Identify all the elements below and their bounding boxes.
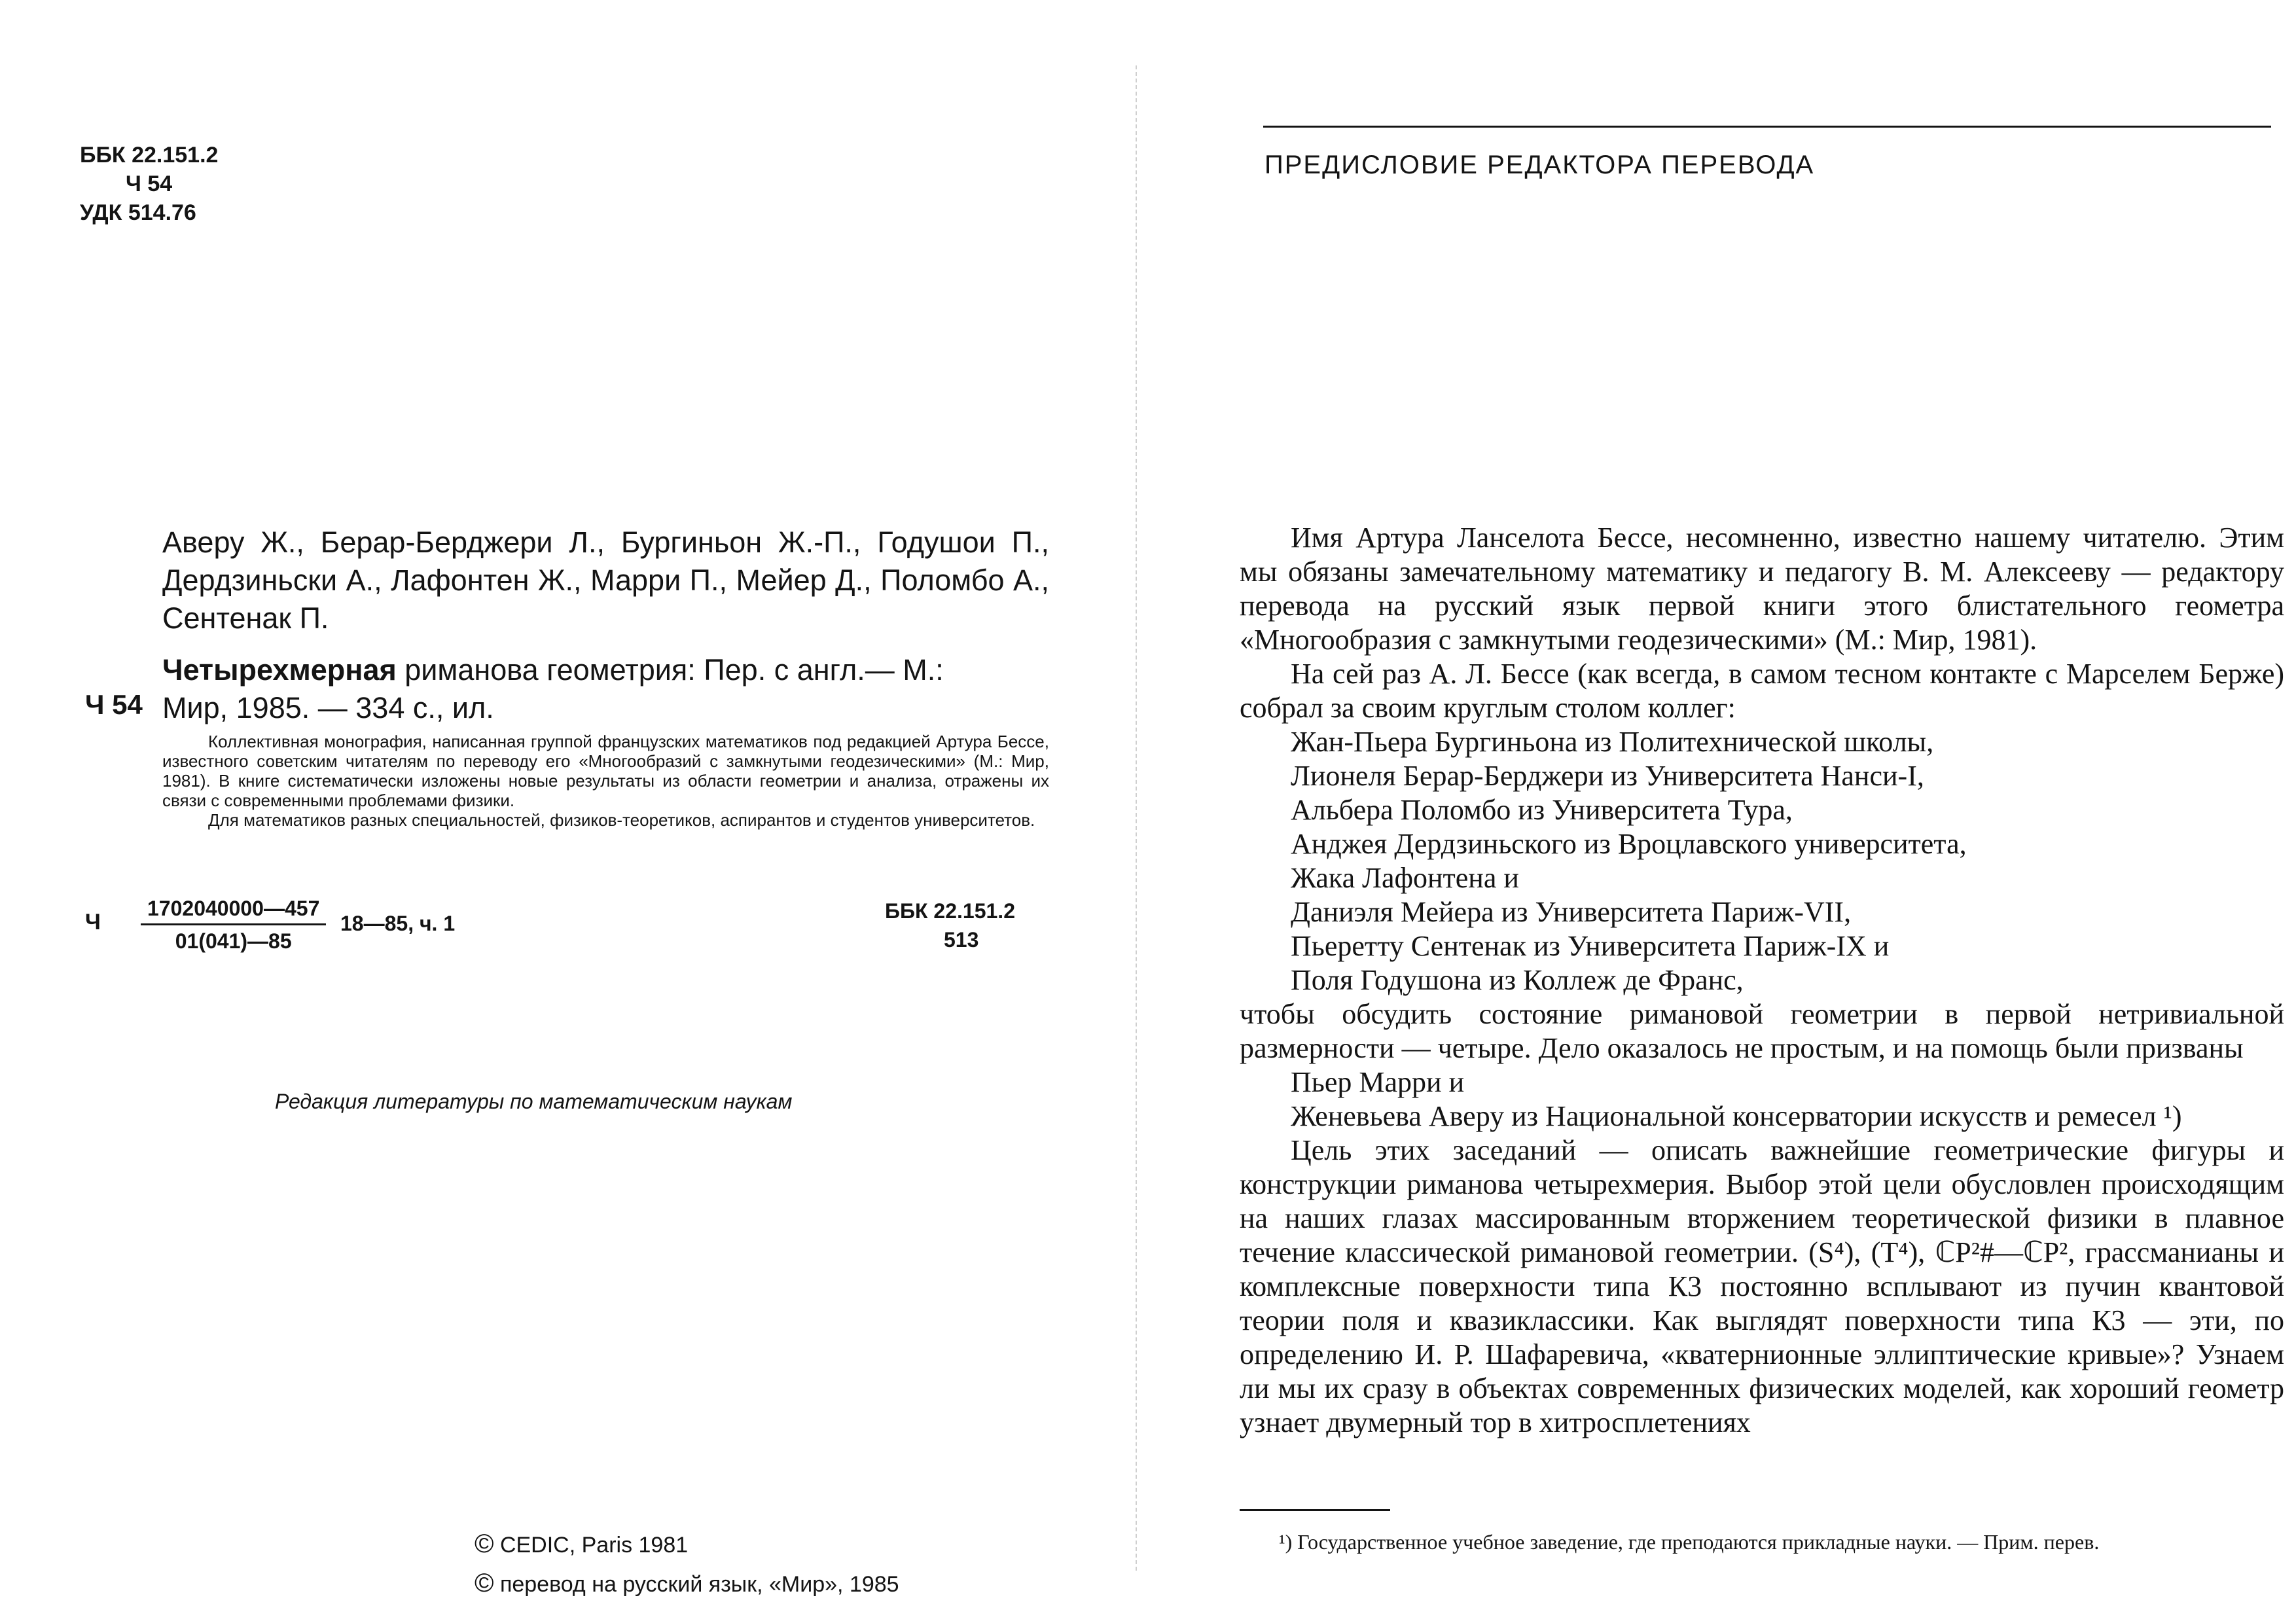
footnote: [1240, 1528, 2284, 1556]
classification-codes: [80, 141, 218, 227]
body-paragraph: На сей раз А. Л. Бессе (как всегда, в самом тесном контакте с Марселем Берже) собрал за своим круглым столом коллег:: [1240, 658, 2284, 724]
footnote-text: ¹) Государственное учебное заведение, где преподаются прикладные науки. — Прим. перев.: [1279, 1530, 2100, 1554]
catalog-middle: 18—85, ч. 1: [340, 912, 456, 935]
copyright-icon: ©: [475, 1569, 494, 1597]
catalog-ch: Ч: [85, 910, 101, 935]
copyright-line: [475, 1564, 899, 1603]
title-rest-2: Мир, 1985. — 334 с., ил.: [162, 691, 494, 724]
annotation-paragraph: Коллективная монография, написанная группой французских математиков под редакцией Артура Бессе, известного советским читателям по переводу его «Многообразий с замкнутыми геодезическими» (М.: Мир, 1981). В книге систематически изложены новые результаты из области геометрии и анализа, отражены их связи с современными проблемами физики.: [162, 732, 1049, 810]
footnote-rule: [1240, 1509, 1390, 1511]
list-item: Пьеретту Сентенак из Университета Париж-IX и: [1291, 930, 1890, 962]
list-item: Даниэля Мейера из Университета Париж-VII,: [1291, 896, 1852, 928]
list-item: Жака Лафонтена и: [1291, 862, 1519, 894]
chapter-heading: ПРЕДИСЛОВИЕ РЕДАКТОРА ПЕРЕВОДА: [1265, 151, 1815, 179]
list-item: Лионеля Берар-Берджери из Университета Нанси-I,: [1291, 760, 1924, 792]
catalog-bbk-code: ББК 22.151.2: [885, 899, 1015, 923]
shelf-mark: Ч 54: [85, 689, 143, 720]
body-paragraph: Имя Артура Ланселота Бессе, несомненно, известно нашему читателю. Этим мы обязаны замечательному математику и педагогу В. М. Алексееву — редактору перевода на русский язык первой книги этого блистательного геометра «Многообразия с замкнутыми геодезическими» (М.: Мир, 1981).: [1240, 522, 2284, 656]
annotation: [162, 732, 1049, 830]
preface-body: [1240, 521, 2284, 1440]
list-item: Альбера Поломбо из Университета Тура,: [1291, 794, 1793, 826]
list-item: Пьер Марри и: [1291, 1066, 1465, 1098]
udk-code: УДК 514.76: [80, 200, 196, 225]
catalog-numerator: 1702040000—457: [141, 897, 326, 925]
catalog-bbk-sub: 513: [944, 928, 979, 952]
redaction-line: Редакция литературы по математическим наукам: [275, 1090, 793, 1113]
copyright-line: [475, 1525, 899, 1564]
catalog-fraction: [141, 897, 326, 954]
body-paragraph: чтобы обсудить состояние римановой геометрии в первой нетривиальной размерности — четыре. Дело оказалось не простым, и на помощь были призваны: [1240, 998, 2284, 1064]
copyright-text: перевод на русский язык, «Мир», 1985: [499, 1572, 899, 1597]
book-title: [162, 651, 1049, 727]
right-page: [1178, 0, 2296, 1623]
page-gutter: [1136, 65, 1137, 1571]
list-item: Поля Годушона из Коллеж де Франс,: [1291, 964, 1744, 996]
title-rest-1: риманова геометрия: Пер. с англ.— М.:: [404, 653, 944, 687]
list-item: Жан-Пьера Бургиньона из Политехнической школы,: [1291, 726, 1934, 758]
left-page: [0, 0, 1126, 1623]
copyright-icon: ©: [475, 1529, 494, 1558]
copyright-text: CEDIC, Paris 1981: [499, 1533, 689, 1558]
title-bold: Четырехмерная: [162, 653, 397, 687]
authors-list: Аверу Ж., Берар-Берджери Л., Бургиньон Ж.-П., Годушои П., Дердзиньски А., Лафонтен Ж., Марри П., Мейер Д., Поломбо А., Сентенак П.: [162, 526, 1049, 635]
list-item: Женевьева Аверу из Национальной консерватории искусств и ремесел ¹): [1291, 1100, 2182, 1132]
cutter-code: Ч 54: [126, 171, 173, 196]
catalog-bbk: [885, 897, 1015, 954]
heading-rule: [1263, 126, 2271, 128]
copyright-block: [475, 1525, 899, 1603]
catalog-denominator: 01(041)—85: [175, 929, 292, 953]
list-item: Анджея Дердзиньского из Вроцлавского университета,: [1291, 828, 1967, 860]
bbk-code: ББК 22.151.2: [80, 143, 219, 168]
body-paragraph: Цель этих заседаний — описать важнейшие геометрические фигуры и конструкции риманова четырехмерия. Выбор этой цели обусловлен происходящим на наших глазах массированным вторжением теоретической физики в плавное течение классической римановой геометрии. (S⁴), (T⁴), ℂP²#—ℂP², грассманианы и комплексные поверхности типа К3 постоянно всплывают из пучин квантовой теории поля и квазиклассики. Как выглядят поверхности типа К3 — эти, по определению И. Р. Шафаревича, «кватернионные эллиптические кривые»? Узнаем ли мы их сразу в объектах современных физических моделей, как хороший геометр узнает двумерный тор в хитросплетениях: [1240, 1134, 2284, 1438]
annotation-paragraph: Для математиков разных специальностей, физиков-теоретиков, аспирантов и студентов университетов.: [208, 810, 1035, 830]
